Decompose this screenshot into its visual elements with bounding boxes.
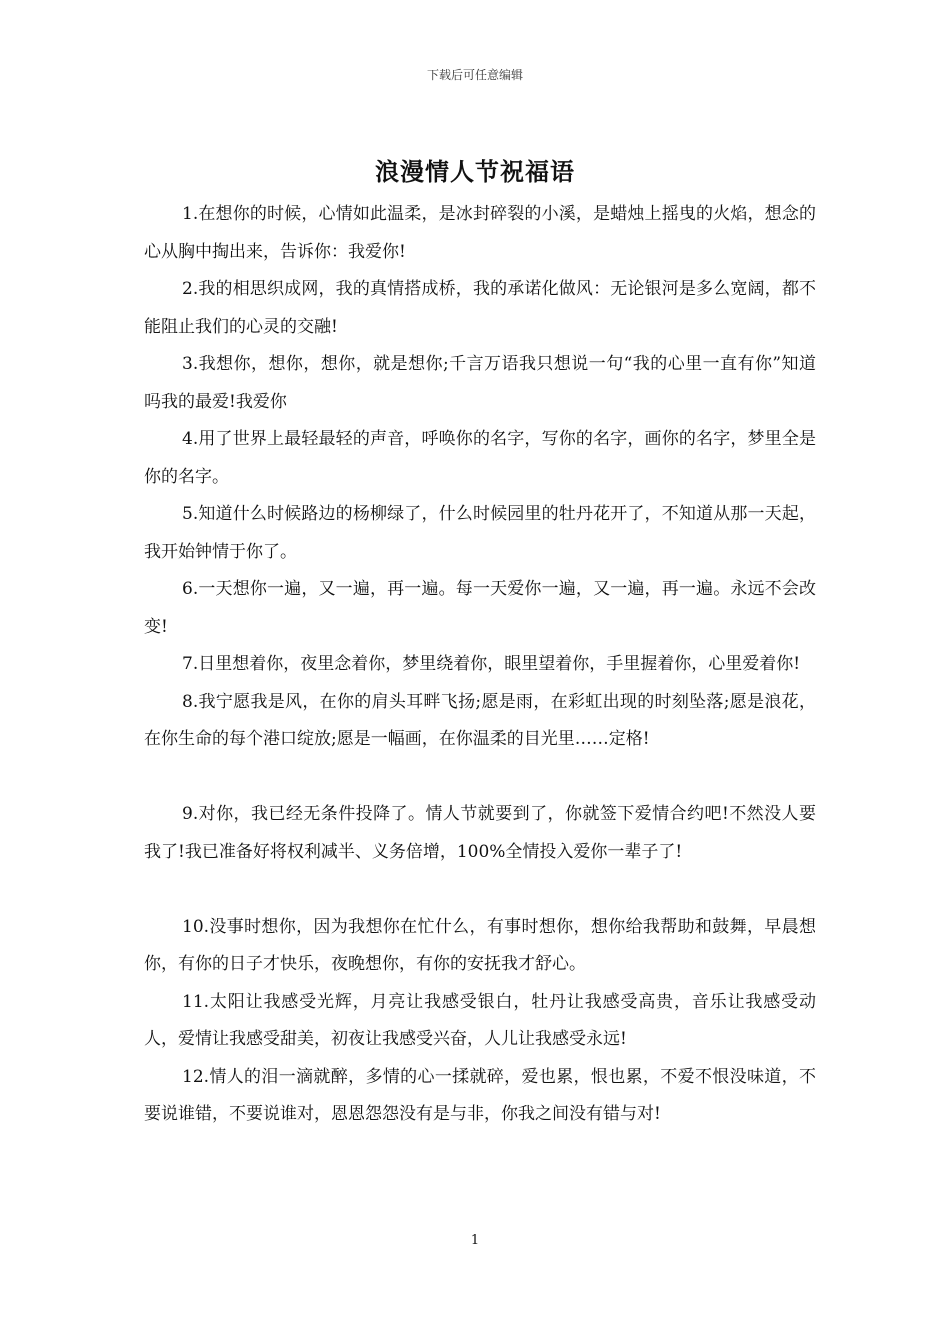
paragraph-6: 6.一天想你一遍，又一遍，再一遍。每一天爱你一遍，又一遍，再一遍。永远不会改变! [144, 579, 816, 637]
paragraph-10: 10.没事时想你，因为我想你在忙什么，有事时想你，想你给我帮助和鼓舞，早晨想你，有你的日子才快乐，夜晚想你，有你的安抚我才舒心。 [144, 916, 816, 974]
paragraph-3: 3.我想你，想你，想你，就是想你;千言万语我只想说一句“我的心里一直有你”知道吗我的最爱!我爱你 [144, 354, 816, 412]
paragraph-2: 2.我的相思织成网，我的真情搭成桥，我的承诺化做风：无论银河是多么宽阔，都不能阻止我们的心灵的交融! [144, 279, 816, 337]
paragraph-1: 1.在想你的时候，心情如此温柔，是冰封碎裂的小溪，是蜡烛上摇曳的火焰，想念的心从胸中掏出来，告诉你：我爱你! [144, 204, 816, 262]
page-number: 1 [470, 1233, 480, 1248]
paragraph-9: 9.对你，我已经无条件投降了。情人节就要到了，你就签下爱情合约吧!不然没人要我了!我已准备好将权利减半、义务倍增，100%全情投入爱你一辈子了! [144, 804, 816, 862]
paragraph-8: 8.我宁愿我是风，在你的肩头耳畔飞扬;愿是雨，在彩虹出现的时刻坠落;愿是浪花，在你生命的每个港口绽放;愿是一幅画，在你温柔的目光里……定格! [144, 691, 816, 749]
document-title: 浪漫情人节祝福语 [375, 157, 575, 186]
paragraph-11: 11.太阳让我感受光辉，月亮让我感受银白，牡丹让我感受高贵，音乐让我感受动人，爱情让我感受甜美，初夜让我感受兴奋，人儿让我感受永远! [144, 991, 816, 1049]
paragraph-12: 12.情人的泪一滴就醉，多情的心一揉就碎，爱也累，恨也累，不爱不恨没味道，不要说谁错，不要说谁对，恩恩怨怨没有是与非，你我之间没有错与对! [144, 1066, 816, 1124]
header-note: 下载后可任意编辑 [426, 68, 523, 82]
paragraph-4: 4.用了世界上最轻最轻的声音，呼唤你的名字，写你的名字，画你的名字，梦里全是你的名字。 [144, 429, 816, 487]
document-body [144, 196, 816, 1134]
paragraph-5: 5.知道什么时候路边的杨柳绿了，什么时候园里的牡丹花开了，不知道从那一天起，我开始钟情于你了。 [144, 504, 816, 562]
paragraph-7: 7.日里想着你，夜里念着你，梦里绕着你，眼里望着你，手里握着你，心里爱着你! [182, 654, 801, 674]
